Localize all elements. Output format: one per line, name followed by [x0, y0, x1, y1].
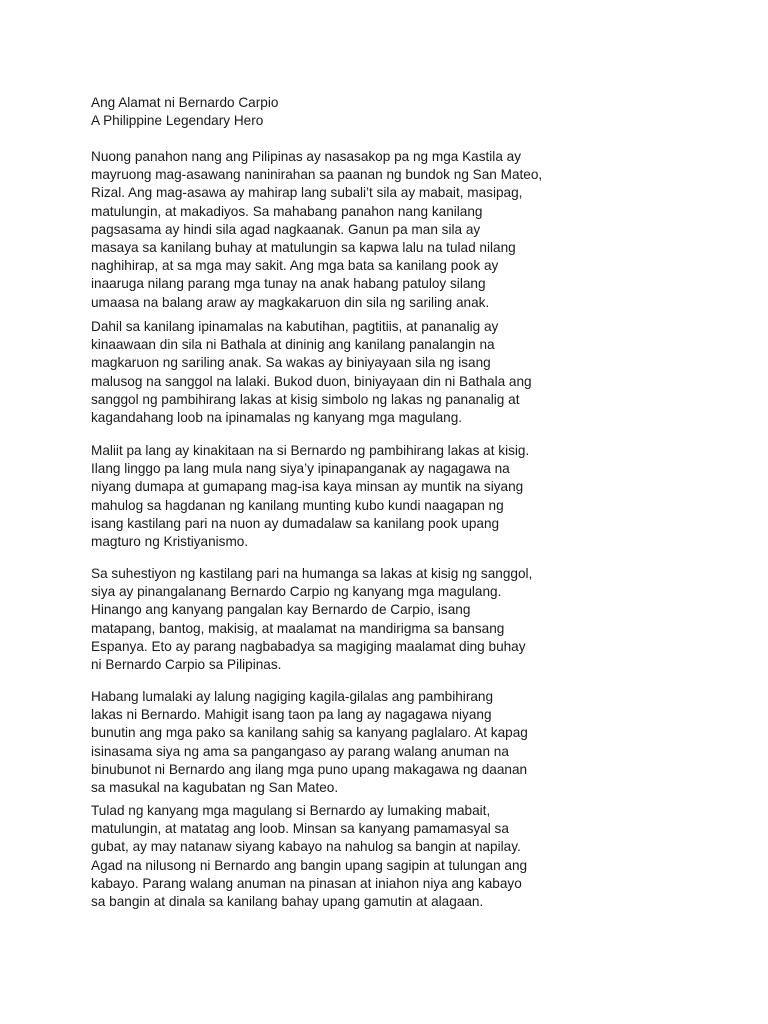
paragraph-line: magkaruon ng sariling anak. Sa wakas ay biniyayaan sila ng isang [91, 355, 491, 371]
paragraph-line: isinasama siya ng ama sa pangangaso ay parang walang anuman na [91, 743, 509, 759]
paragraph-line: masaya sa kanilang buhay at matulungin sa kapwa lalu na tulad nilang [91, 240, 516, 256]
paragraph-line: umaasa na balang araw ay magkakaruon din sila ng sariling anak. [91, 294, 490, 310]
paragraph-line: sa masukal na kagubatan ng San Mateo. [91, 780, 339, 796]
paragraph-line: Maliit pa lang ay kinakitaan na si Bernardo ng pambihirang lakas at kisig. [91, 443, 530, 458]
paragraph-line: mahulog sa hagdanan ng kanilang munting kubo kundi naagapan ng [91, 497, 504, 513]
paragraph-4 [91, 565, 531, 674]
paragraph-line: magturo ng Kristiyanismo. [91, 534, 249, 550]
paragraph-line: malusog na sanggol na lalaki. Bukod duon, biniyayaan din ni Bathala ang [91, 373, 532, 389]
paragraph-line: gubat, ay may natanaw siyang kabayo na nahulog sa bangin at napilay. [91, 839, 521, 855]
paragraph-line: Agad na nilusong ni Bernardo ang bangin upang sagipin at tulungan ang [91, 857, 528, 873]
paragraph-line: matulungin, at makadiyos. Sa mahabang panahon nang kanilang [91, 203, 483, 219]
paragraph-line: mayruong mag-asawang naninirahan sa paanan ng bundok ng San Mateo, [91, 167, 543, 183]
paragraph-line: sanggol ng pambihirang lakas at kisig simbolo ng lakas ng pananalig at [91, 391, 520, 407]
paragraph-line: ni Bernardo Carpio sa Pilipinas. [91, 657, 282, 673]
paragraph-line: binubunot ni Bernardo ang ilang mga puno upang makagawa ng daanan [91, 761, 528, 777]
paragraph-line: bunutin ang mga pako sa kanilang sahig sa kanyang paglalaro. At kapag [91, 725, 528, 741]
paragraph-line: Rizal. Ang mag-asawa ay mahirap lang subali’t sila ay mabait, masipag, [91, 185, 523, 201]
paragraph-5 [91, 688, 531, 797]
paragraph-line: Hinango ang kanyang pangalan kay Bernardo de Carpio, isang [91, 602, 471, 618]
paragraph-line: Tulad ng kanyang mga magulang si Bernardo ay lumaking mabait, [91, 803, 491, 818]
paragraph-line: Espanya. Eto ay parang nagbabadya sa magiging maalamat ding buhay [91, 638, 526, 654]
paragraph-line: pagsasama ay hindi sila agad nagkaanak. Ganun pa man sila ay [91, 221, 481, 237]
paragraph-line: sa bangin at dinala sa kanilang bahay upang gamutin at alagaan. [91, 894, 484, 910]
paragraph-line: matapang, bantog, makisig, at maalamat na mandirigma sa bansang [91, 620, 505, 636]
title-block [91, 94, 531, 130]
paragraph-3 [91, 442, 531, 551]
paragraph-line: kagandahang loob na ipinamalas ng kanyang mga magulang. [91, 410, 463, 426]
paragraph-line: inaaruga nilang parang mga tunay na anak habang patuloy silang [91, 276, 486, 292]
paragraph-line: Nuong panahon nang ang Pilipinas ay nasasakop pa ng mga Kastila ay [91, 149, 522, 164]
paragraph-line: matulungin, at matatag ang loob. Minsan sa kanyang pamamasyal sa [91, 821, 509, 837]
paragraph-line: niyang dumapa at gumapang mag-isa kaya minsan ay muntik na siyang [91, 479, 524, 495]
paragraph-line: siya ay pinangalanang Bernardo Carpio ng kanyang mga magulang. [91, 584, 502, 600]
paragraph-6 [91, 802, 531, 911]
paragraph-line: isang kastilang pari na nuon ay dumadalaw sa kanilang pook upang [91, 515, 500, 531]
paragraph-line: kinaawaan din sila ni Bathala at dininig ang kanilang panalangin na [91, 337, 495, 353]
paragraph-line: Ilang linggo pa lang mula nang siya’y ipinapanganak ay nagagawa na [91, 461, 510, 477]
paragraph-line: kabayo. Parang walang anuman na pinasan at iniahon niya ang kabayo [91, 875, 522, 891]
paragraph-line: naghihirap, at sa mga may sakit. Ang mga bata sa kanilang pook ay [91, 258, 499, 274]
document-title: Ang Alamat ni Bernardo Carpio [91, 95, 279, 110]
paragraph-2 [91, 318, 531, 427]
paragraph-1 [91, 148, 543, 312]
paragraph-line: lakas ni Bernardo. Mahigit isang taon pa lang ay nagagawa niyang [91, 707, 492, 723]
paragraph-line: Dahil sa kanilang ipinamalas na kabutihan, pagtitiis, at pananalig ay [91, 319, 499, 334]
paragraph-line: Sa suhestiyon ng kastilang pari na humanga sa lakas at kisig ng sanggol, [91, 566, 533, 581]
paragraph-line: Habang lumalaki ay lalung nagiging kagila-gilalas ang pambihirang [91, 689, 494, 704]
document-subtitle: A Philippine Legendary Hero [91, 113, 264, 129]
